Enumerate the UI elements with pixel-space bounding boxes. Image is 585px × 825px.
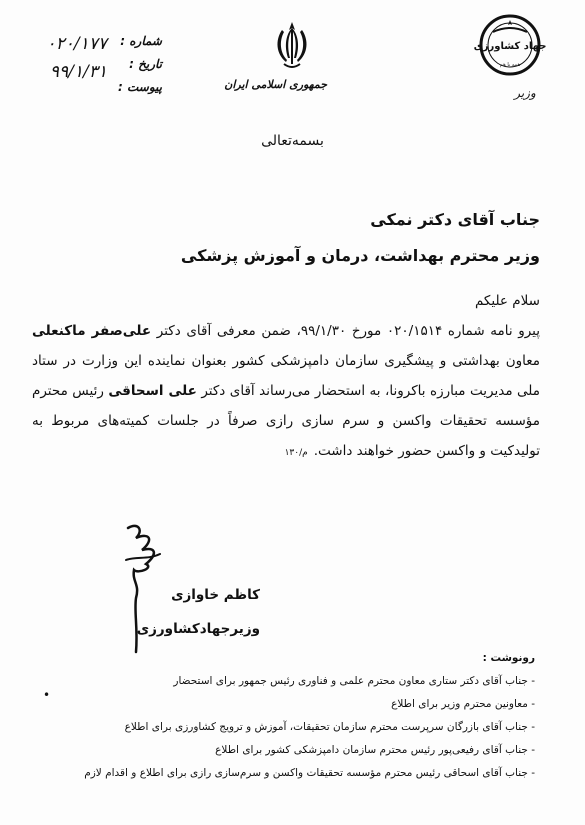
- emblem-caption: جمهوری اسلامی ایران: [224, 78, 327, 91]
- cc-item: - معاونین محترم وزیر برای اطلاع: [391, 698, 535, 710]
- cc-item: - جناب آقای اسحاقی رئیس محترم مؤسسه تحقیقات واکسن و سرم‌سازی رازی برای اطلاع و اقدام لازم: [84, 767, 535, 779]
- cc-title: رونوشت :: [482, 652, 535, 664]
- ministry-logo-ring-text: همه با هم: [499, 62, 521, 68]
- recipient-name: جناب آقای دکتر نمکی: [370, 210, 540, 229]
- cc-item: - جناب آقای بازرگان سرپرست محترم سازمان تحقیقات، آموزش و ترویج کشاورزی برای اطلاع: [124, 721, 535, 733]
- letter-date: ۹۹/۱/۳۱: [49, 62, 107, 82]
- signer-title: وزیرجهادکشاورزی: [136, 621, 260, 637]
- deputy-name: علی‌صفر ماکنعلی: [32, 323, 152, 339]
- letter-body: [32, 286, 540, 468]
- stray-dot: •: [43, 688, 51, 702]
- signer-name: کاظم خاوازی: [171, 587, 260, 603]
- body-text-1: پیرو نامه شماره ۰۲۰/۱۵۱۴ مورخ ۹۹/۱/۳۰، ضمن معرفی آقای دکتر: [151, 323, 540, 339]
- bismillah: بسمه‌تعالی: [261, 133, 324, 149]
- date-label: تاریخ :: [129, 57, 162, 71]
- attachment-label: پیوست :: [118, 80, 162, 94]
- recipient: [60, 202, 540, 274]
- institute-head-name: علی اسحاقی: [108, 383, 197, 399]
- ministry-logo: [470, 14, 550, 100]
- recipient-title: وزیر محترم بهداشت، درمان و آموزش پزشکی: [180, 246, 540, 265]
- cc-item: - جناب آقای رفیعی‌پور رئیس محترم سازمان دامپزشکی کشور برای اطلاع: [215, 744, 535, 756]
- ministry-logo-icon: [473, 14, 547, 76]
- meta-values: [12, 30, 107, 86]
- greeting: سلام علیکم: [474, 293, 540, 309]
- carbon-copy-list: [43, 646, 535, 785]
- signer-block: [137, 578, 260, 646]
- letter-number: ۰۲۰/۱۷۷: [46, 34, 107, 54]
- national-emblem: [224, 20, 327, 91]
- meta-labels: [112, 30, 162, 99]
- body-text-2: معاون بهداشتی و پیشگیری سازمان دامپزشکی کشور بعنوان نماینده این وزارت در ستاد ملی مدیریت مبارزه باکرونا، به استحضار می‌رساند آقای دکتر: [32, 353, 540, 399]
- body-paragraph: [32, 316, 540, 468]
- number-label: شماره :: [120, 34, 162, 48]
- body-text-3: رئیس محترم مؤسسه تحقیقات واکسن و سرم سازی رازی صرفاً در جلسات کمیته‌های مربوط به تولیدکیت و واکسن حضور خواهند داشت.: [32, 383, 540, 459]
- minister-label: وزیر: [514, 86, 536, 100]
- emblem-icon: [272, 20, 312, 72]
- ministry-logo-text: جهاد کشاورزی: [473, 41, 547, 52]
- reference-code: م/۱۳۰: [284, 448, 308, 458]
- cc-item: - جناب آقای دکتر ستاری معاون محترم علمی و فناوری رئیس جمهور برای استحضار: [173, 675, 535, 687]
